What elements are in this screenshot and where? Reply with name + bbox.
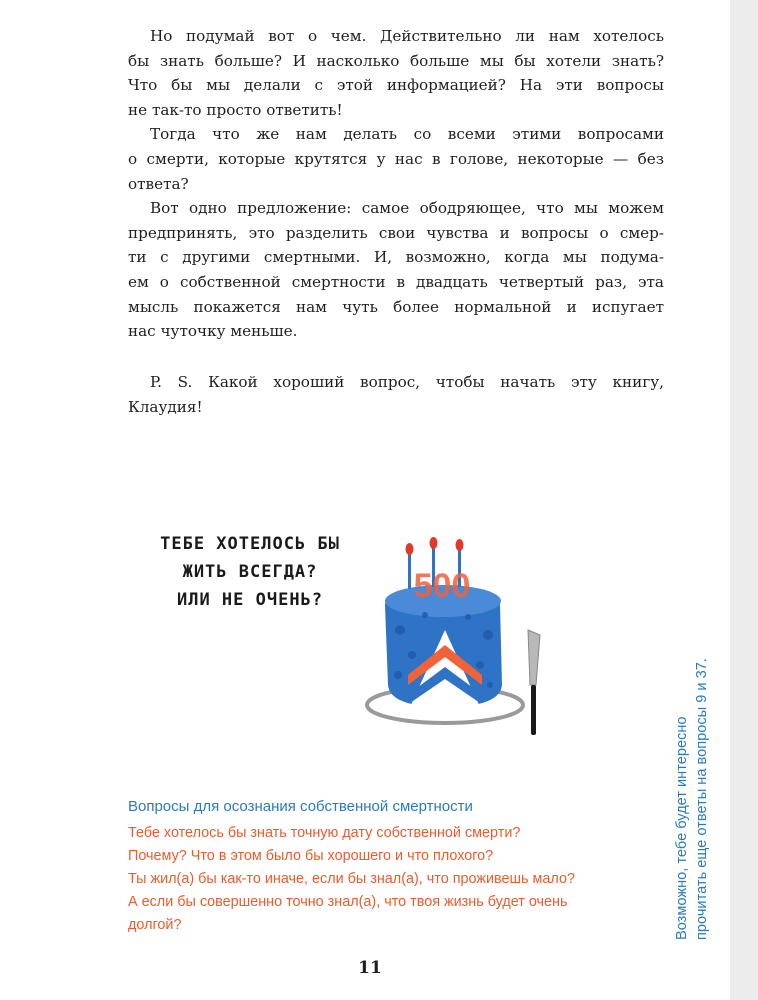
text-line: не так-то просто ответить! <box>128 100 343 119</box>
text-line: Но подумай вот о чем. Действительно ли нам хотелось <box>150 27 664 45</box>
birthday-cake-illustration <box>350 535 560 745</box>
paragraph-3 <box>128 196 664 344</box>
text-line: мысль покажется нам чуть более нормальной и испугает <box>128 297 664 316</box>
knife-icon <box>528 630 540 735</box>
body-text <box>128 24 664 344</box>
cake-number: 500 <box>413 567 471 605</box>
text-line: бы знать больше? И насколько больше мы бы хотели знать? <box>128 51 664 70</box>
postscript-line: P. S. Какой хороший вопрос, чтобы начать эту книгу, <box>150 373 664 391</box>
paragraph-1 <box>128 24 664 122</box>
questions-title: Вопросы для осознания собственной смертности <box>128 798 473 815</box>
handwritten-line: ИЛИ НЕ ОЧЕНЬ? <box>176 590 324 610</box>
text-line: ответа? <box>128 174 189 193</box>
question-line: А если бы совершенно точно знал(а), что твоя жизнь будет очень <box>128 894 568 910</box>
question-line: Тебе хотелось бы знать точную дату собственной смерти? <box>128 825 521 841</box>
handwritten-line: ЖИТЬ ВСЕГДА? <box>182 562 318 582</box>
side-note <box>672 600 712 940</box>
text-line: нас чуточку меньше. <box>128 322 298 341</box>
postscript <box>128 370 664 420</box>
handwritten-line: ТЕБЕ ХОТЕЛОСЬ БЫ <box>160 534 340 554</box>
side-note-line: Возможно, тебе будет интересно <box>674 716 690 940</box>
postscript-line: Клаудия! <box>128 398 203 416</box>
handwritten-question <box>140 530 360 614</box>
question-line: Почему? Что в этом было бы хорошего и что плохого? <box>128 848 494 864</box>
text-line: Вот одно предложение: самое ободряющее, что мы можем <box>150 199 664 218</box>
text-line: о смерти, которые крутятся у нас в голове, некоторые — без <box>128 149 664 168</box>
text-line: Тогда что же нам делать со всеми этими вопросами <box>150 125 664 144</box>
page-edge-strip <box>730 0 758 1000</box>
page-number: 11 <box>358 958 382 978</box>
text-line: ем о собственной смертности в двадцать четвертый раз, эта <box>128 272 664 291</box>
question-line: долгой? <box>128 917 182 933</box>
side-note-line: прочитать еще ответы на вопросы 9 и 37. <box>694 658 710 940</box>
text-line: Что бы мы делали с этой информацией? На эти вопросы <box>128 76 664 95</box>
text-line: ти с другими смертными. И, возможно, когда мы подума- <box>128 248 664 267</box>
questions-box <box>128 796 668 937</box>
paragraph-2 <box>128 122 664 196</box>
question-line: Ты жил(а) бы как-то иначе, если бы знал(а), что проживешь мало? <box>128 871 576 887</box>
text-line: предпринять, это разделить свои чувства и вопросы о смер- <box>128 223 664 242</box>
